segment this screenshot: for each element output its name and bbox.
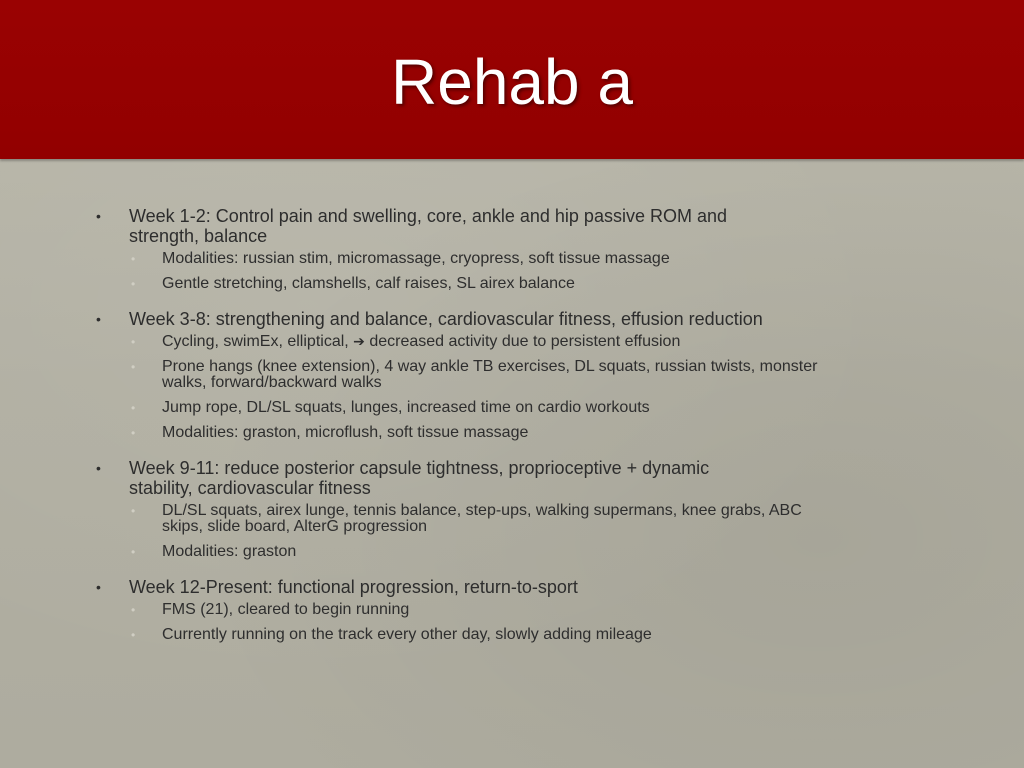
bullet-dot-icon: •: [96, 579, 101, 595]
sub-bullet-item: [96, 359, 886, 391]
heading-line: Week 12-Present: functional progression, return-to-sport: [129, 577, 578, 597]
title-bar: [0, 0, 1024, 159]
bullet-level1: [96, 309, 886, 329]
item-text: walks, forward/backward walks: [162, 374, 382, 391]
bullet-level1: [96, 206, 886, 246]
sub-bullet-item: [96, 400, 886, 416]
section-week-9-11: [96, 458, 886, 560]
item-text: skips, slide board, AlterG progression: [162, 518, 428, 535]
sub-bullet-item: [96, 602, 886, 618]
section-week-1-2: [96, 206, 886, 292]
sub-bullet-list: [96, 334, 886, 441]
item-text: Gentle stretching, clamshells, calf raises, SL airex balance: [162, 275, 575, 292]
bullet-dot-icon: •: [96, 460, 101, 476]
item-text: Modalities: graston: [162, 543, 297, 560]
item-text: Jump rope, DL/SL squats, lunges, increased time on cardio workouts: [162, 399, 650, 416]
sub-bullet-list: [96, 602, 886, 643]
sub-bullet-item: [96, 334, 886, 350]
sub-bullet-dot-icon: •: [131, 545, 136, 559]
sub-bullet-item: [96, 544, 886, 560]
sub-bullet-item: [96, 503, 886, 535]
right-arrow-icon: ➔: [353, 334, 365, 350]
item-text: FMS (21), cleared to begin running: [162, 601, 410, 618]
sub-bullet-list: [96, 251, 886, 292]
heading-line: Week 3-8: strengthening and balance, cardiovascular fitness, effusion reduction: [129, 309, 763, 329]
slide-content: [96, 206, 886, 660]
sub-bullet-dot-icon: •: [131, 603, 136, 617]
sub-bullet-item: [96, 425, 886, 441]
sub-bullet-dot-icon: •: [131, 360, 136, 374]
item-text: Currently running on the track every other day, slowly adding mileage: [162, 626, 652, 643]
sub-bullet-item: [96, 251, 886, 267]
sub-bullet-dot-icon: •: [131, 277, 136, 291]
sub-bullet-dot-icon: •: [131, 401, 136, 415]
bullet-level1: [96, 577, 886, 597]
sub-bullet-list: [96, 503, 886, 560]
sub-bullet-item: [96, 276, 886, 292]
bullet-level1: [96, 458, 886, 498]
sub-bullet-item: [96, 627, 886, 643]
item-text: Modalities: graston, microflush, soft tissue massage: [162, 424, 529, 441]
bullet-dot-icon: •: [96, 208, 101, 224]
item-text: DL/SL squats, airex lunge, tennis balance, step-ups, walking supermans, knee grabs, ABC: [162, 502, 802, 519]
sub-bullet-dot-icon: •: [131, 426, 136, 440]
section-week-3-8: [96, 309, 886, 441]
heading-line: stability, cardiovascular fitness: [129, 478, 371, 498]
item-text: Modalities: russian stim, micromassage, cryopress, soft tissue massage: [162, 250, 670, 267]
heading-line: Week 1-2: Control pain and swelling, core, ankle and hip passive ROM and: [129, 206, 727, 226]
heading-line: Week 9-11: reduce posterior capsule tightness, proprioceptive + dynamic: [129, 458, 710, 478]
sub-bullet-dot-icon: •: [131, 504, 136, 518]
item-text: decreased activity due to persistent effusion: [364, 333, 681, 350]
sub-bullet-dot-icon: •: [131, 252, 136, 266]
sub-bullet-dot-icon: •: [131, 628, 136, 642]
item-text: Prone hangs (knee extension), 4 way ankle TB exercises, DL squats, russian twists, monster: [162, 358, 818, 375]
sub-bullet-dot-icon: •: [131, 335, 136, 349]
item-text: Cycling, swimEx, elliptical,: [162, 333, 354, 350]
section-week-12-present: [96, 577, 886, 643]
slide-title: Rehab a: [391, 46, 633, 118]
heading-line: strength, balance: [129, 226, 268, 246]
bullet-dot-icon: •: [96, 311, 101, 327]
